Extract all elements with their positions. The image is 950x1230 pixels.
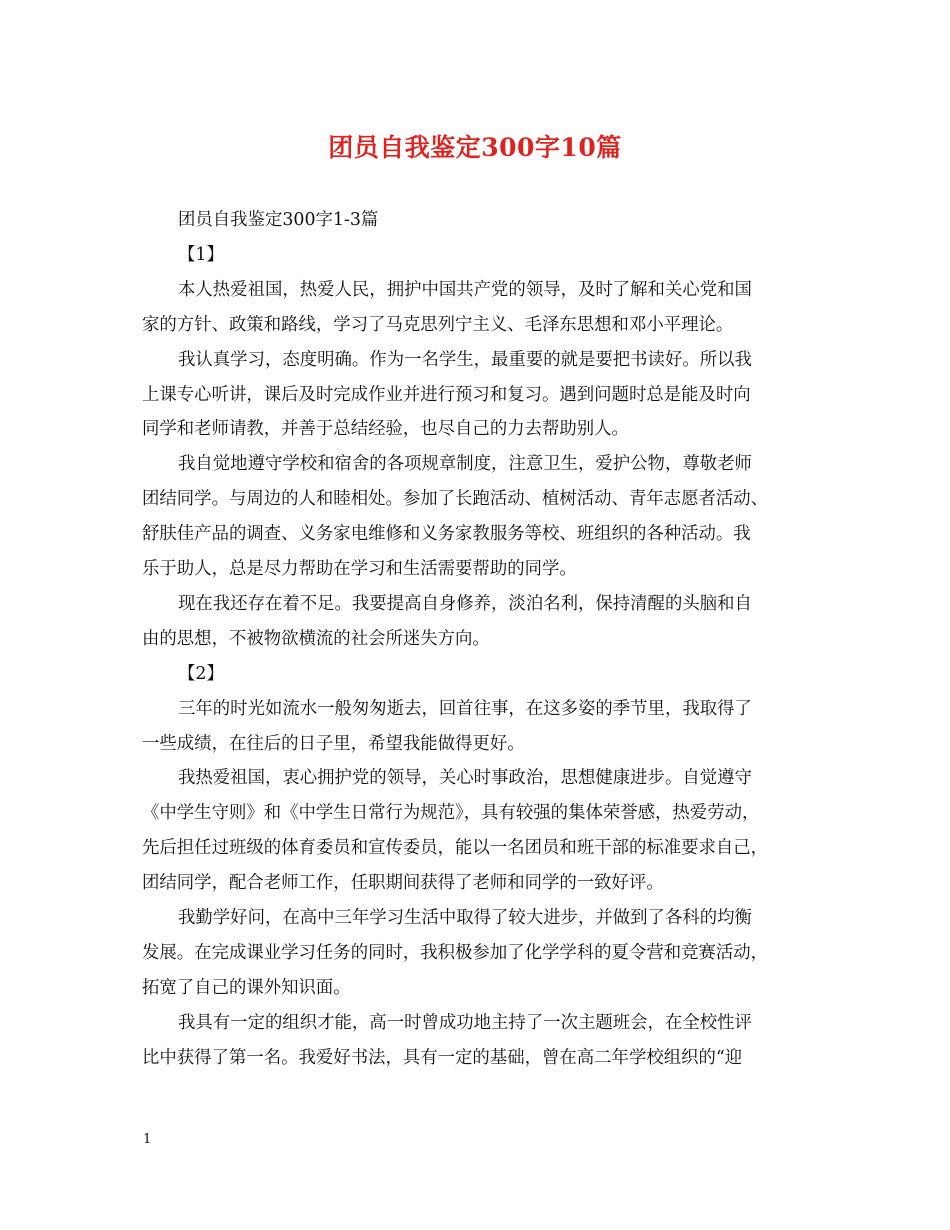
text-line: 【2】	[178, 663, 224, 684]
text-line: 比中获得了第一名。我爱好书法，具有一定的基础，曾在高二年学校组织的“迎	[142, 1047, 743, 1068]
text-line: 三年的时光如流水一般匆匆逝去，回首往事，在这多姿的季节里，我取得了	[178, 698, 752, 719]
text-line: 乐于助人，总是尽力帮助在学习和生活需要帮助的同学。	[142, 559, 577, 579]
text-line: 我自觉地遵守学校和宿舍的各项规章制度，注意卫生，爱护公物，尊敬老师	[178, 454, 752, 475]
text-line: 本人热爱祖国，热爱人民，拥护中国共产党的领导，及时了解和关心党和国	[178, 279, 752, 300]
document-title: 团员自我鉴定300字10篇	[328, 133, 622, 162]
text-line: 我具有一定的组织才能，高一时曾成功地主持了一次主题班会，在全校性评	[178, 1012, 752, 1033]
text-line: 我热爱祖国，衷心拥护党的领导，关心时事政治，思想健康进步。自觉遵守	[178, 768, 752, 789]
text-line: 同学和老师请教，并善于总结经验，也尽自己的力去帮助别人。	[142, 419, 629, 440]
text-line: 上课专心听讲，课后及时完成作业并进行预习和复习。遇到问题时总是能及时向	[142, 384, 751, 405]
text-line: 我认真学习，态度明确。作为一名学生，最重要的就是要把书读好。所以我	[178, 349, 752, 370]
text-line: 我勤学好问，在高中三年学习生活中取得了较大进步，并做到了各科的均衡	[178, 908, 752, 928]
text-line: 现在我还存在着不足。我要提高自身修养，淡泊名利，保持清醒的头脑和自	[178, 593, 752, 614]
text-line: 由的思想，不被物欲横流的社会所迷失方向。	[142, 628, 490, 649]
text-line: 《中学生守则》和《中学生日常行为规范》，具有较强的集体荣誉感，热爱劳动，	[142, 803, 760, 824]
text-line: 【1】	[178, 244, 224, 265]
text-line: 先后担任过班级的体育委员和宣传委员，能以一名团员和班干部的标准要求自己，	[142, 838, 769, 859]
text-line: 拓宽了自己的课外知识面。	[142, 977, 351, 998]
text-line: 发展。在完成课业学习任务的同时，我积极参加了化学学科的夏令营和竞赛活动，	[142, 942, 769, 963]
text-line: 团结同学，配合老师工作，任职期间获得了老师和同学的一致好评。	[142, 873, 664, 894]
text-line: 舒肤佳产品的调查、义务家电维修和义务家教服务等校、班组织的各种活动。我	[142, 524, 751, 545]
text-line: 团结同学。与周边的人和睦相处。参加了长跑活动、植树活动、青年志愿者活动、	[142, 489, 769, 510]
text-line: 家的方针、政策和路线，学习了马克思列宁主义、毛泽东思想和邓小平理论。	[142, 314, 734, 335]
text-line: 一些成绩，在往后的日子里，希望我能做得更好。	[142, 733, 525, 754]
text-line: 团员自我鉴定300字1-3篇	[178, 210, 379, 230]
page-number: 1	[143, 1132, 152, 1147]
